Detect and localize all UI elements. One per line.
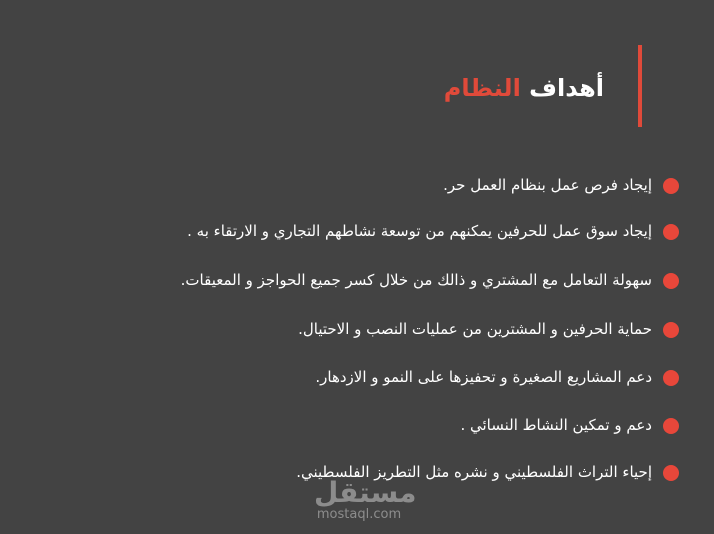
watermark-url: mostaql.com <box>316 507 402 522</box>
title-word-goals: أهداف <box>529 74 604 102</box>
bullet-icon <box>663 418 679 434</box>
bullet-icon <box>663 465 679 481</box>
list-item-text: إحياء التراث الفلسطيني و نشره مثل التطريز الفلسطيني. <box>296 463 652 481</box>
watermark-logo: مستقل <box>314 476 417 509</box>
bullet-icon <box>663 370 679 386</box>
list-item-text: دعم و تمكين النشاط النسائي . <box>460 416 652 434</box>
list-item-text: سهولة التعامل مع المشتري و ذالك من خلال كسر جميع الحواجز و المعيقات. <box>180 271 652 289</box>
bullet-icon <box>663 224 679 240</box>
list-item-text: إيجاد فرص عمل بنظام العمل حر. <box>443 176 652 194</box>
list-item <box>460 412 652 442</box>
bullet-icon <box>663 322 679 338</box>
list-item-text: حماية الحرفين و المشترين من عمليات النصب و الاحتيال. <box>298 320 652 338</box>
title-word-system: النظام <box>443 74 521 102</box>
list-item-text: دعم المشاريع الصغيرة و تحفيزها على النمو و الازدهار. <box>315 368 652 386</box>
list-item <box>298 316 652 346</box>
list-item-text: إيجاد سوق عمل للحرفين يمكنهم من توسعة نشاطهم التجاري و الارتقاء به . <box>187 222 652 240</box>
list-item <box>443 172 652 202</box>
list-item <box>181 267 652 297</box>
list-item <box>187 218 652 248</box>
list-item <box>315 364 652 394</box>
bullet-icon <box>663 178 679 194</box>
mostaql-watermark <box>314 476 417 522</box>
bullet-icon <box>663 273 679 289</box>
